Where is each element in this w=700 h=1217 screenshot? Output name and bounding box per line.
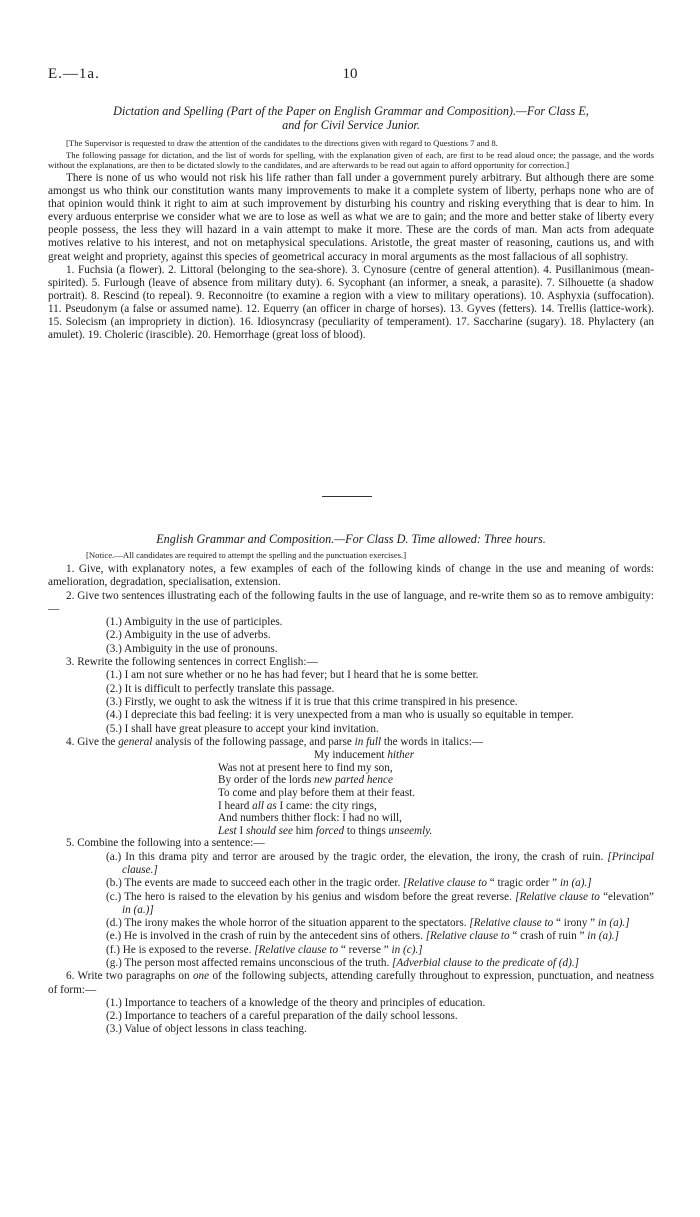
dictation-instructions: The following passage for dictation, and the list of words for spelling, with the explanation given of each, are first to be read aloud once; the passage, and the words without the explanations, are then to be dictated slowly to the candidates, and are afterwards to be read out again to afford opportunity for correction.] xyxy=(48,150,654,170)
q5-item: (e.) He is involved in the crash of ruin by the antecedent sins of others. [Relative clause to “ crash of ruin ” in (a).] xyxy=(106,930,619,943)
poem-line: And numbers thither flock: I had no will, xyxy=(218,812,402,825)
poem-line: I heard all as I came: the city rings, xyxy=(218,799,377,812)
q2-item: (3.) Ambiguity in the use of pronouns. xyxy=(106,642,278,655)
grammar-title: English Grammar and Composition.—For Class D. Time allowed: Three hours. xyxy=(156,532,546,546)
q5-item: (f.) He is exposed to the reverse. [Relative clause to “ reverse ” in (c).] xyxy=(106,943,423,956)
q6-item: (3.) Value of object lessons in class teaching. xyxy=(106,1023,307,1036)
page-number: 10 xyxy=(342,66,358,82)
poem-line: My inducement hither xyxy=(314,749,415,762)
grammar-notice: [Notice.—All candidates are required to attempt the spelling and the punctuation exercises.] xyxy=(86,550,407,560)
q3-item: (4.) I depreciate this bad feeling: it is very unexpected from a man who is usually so equitable in temper. xyxy=(106,709,574,722)
dictation-section xyxy=(48,104,654,342)
q2-item: (2.) Ambiguity in the use of adverbs. xyxy=(106,629,271,642)
q5-item: (c.) The hero is raised to the elevation by his genius and wisdom before the great reverse. [Relative clause to “elevation” in (a.)] xyxy=(106,890,655,916)
poem-line: By order of the lords new parted hence xyxy=(218,774,393,787)
spelling-word-list: 1. Fuchsia (a flower). 2. Littoral (belonging to the sea-shore). 3. Cynosure (centre of general attention). 4. Pusillanimous (mean-spirited). 5. Furlough (leave of absence from military duty). 6. Sycophant (an informer, a sneak, a parasite). 7. Silhouette (a shadow portrait). 8. Rescind (to repeal). 9. Reconnoitre (to examine a region with a view to military operations). 10. Asphyxia (suffocation). 11. Pseudonym (a false or assumed name). 12. Equerry (an officer in charge of horses). 13. Gyves (fetters). 14. Trellis (lattice-work). 15. Solecism (an impropriety in diction). 16. Idiosyncrasy (peculiarity of temperament). 17. Saccharine (sugary). 18. Phylactery (an amulet). 19. Choleric (irascible). 20. Hemorrhage (great loss of blood). xyxy=(48,263,654,342)
supervisor-note: [The Supervisor is requested to draw the attention of the candidates to the directions given with regard to Questions 7 and 8. xyxy=(66,138,498,148)
poem-line: To come and play before them at their feast. xyxy=(218,786,416,799)
q6-item: (2.) Importance to teachers of a careful preparation of the daily school lessons. xyxy=(106,1010,458,1023)
dictation-passage: There is none of us who would not risk his life rather than fall under a government purely arbitrary. But although there are some amongst us who think our constitution wants many improvements to make it a complete system of liberty, perhaps none who are of that opinion would think it right to aim at such improvement by disturbing his country and risking everything that is dear to him. In every arduous enterprise we consider what we are to lose as well as what we are to gain; and the more and better stake of liberty every people possess, the less they will hazard in a vain attempt to make it more. These are the cords of man. Man acts from adequate motives relative to his interest, and not on metaphysical speculations. Aristotle, the great master of reasoning, cautions us, and with great weight and propriety, against this species of geometrical accuracy in moral arguments as the most fallacious of all sophistry. xyxy=(48,172,654,263)
question-2: 2. Give two sentences illustrating each of the following faults in the use of language, and re-write them so as to remove ambiguity:— xyxy=(48,589,654,615)
poem-passage xyxy=(48,749,654,837)
q3-item: (2.) It is difficult to perfectly translate this passage. xyxy=(106,682,335,695)
question-6: 6. Write two paragraphs on one of the following subjects, attending carefully throughout to expression, punctuation, and neatness of form:— xyxy=(48,970,654,996)
section-divider xyxy=(322,496,372,497)
poem-line: Was not at present here to find my son, xyxy=(218,761,393,774)
dictation-title: Dictation and Spelling (Part of the Paper on English Grammar and Composition).—For Class E, and for Civil Service Junior. xyxy=(113,104,589,132)
q2-item: (1.) Ambiguity in the use of participles. xyxy=(106,616,283,629)
question-4: 4. Give the general analysis of the following passage, and parse in full the words in italics:— xyxy=(66,735,483,748)
question-5: 5. Combine the following into a sentence:— xyxy=(66,837,265,850)
q5-item: (g.) The person most affected remains unconscious of the truth. [Adverbial clause to the predicate of (d).] xyxy=(106,956,579,969)
grammar-section xyxy=(48,532,654,1037)
running-header xyxy=(48,66,652,86)
q6-item: (1.) Importance to teachers of a knowledge of the theory and principles of education. xyxy=(106,996,486,1009)
q3-item: (5.) I shall have great pleasure to accept your kind invitation. xyxy=(106,722,379,735)
q3-item: (3.) Firstly, we ought to ask the witness if it is true that this crime transpired in his presence. xyxy=(106,695,518,708)
question-3: 3. Rewrite the following sentences in correct English:— xyxy=(66,656,318,669)
q5-item: (b.) The events are made to succeed each other in the tragic order. [Relative clause to “ tragic order ” in (a).] xyxy=(106,877,592,890)
q5-item: (d.) The irony makes the whole horror of the situation apparent to the spectators. [Relative clause to “ irony ” in (a).] xyxy=(106,917,630,930)
q5-item: (a.) In this drama pity and terror are aroused by the tragic order, the elevation, the irony, the crash of ruin. [Principal clause.] xyxy=(106,850,654,876)
poem-line: Lest I should see him forced to things unseemly. xyxy=(218,824,433,837)
question-1: 1. Give, with explanatory notes, a few examples of each of the following kinds of change in the use and meaning of words: amelioration, degradation, specialisation, extension. xyxy=(48,563,654,589)
q3-item: (1.) I am not sure whether or no he has had fever; but I heard that he is some better. xyxy=(106,669,479,682)
document-reference: E.—1a. xyxy=(48,66,100,82)
